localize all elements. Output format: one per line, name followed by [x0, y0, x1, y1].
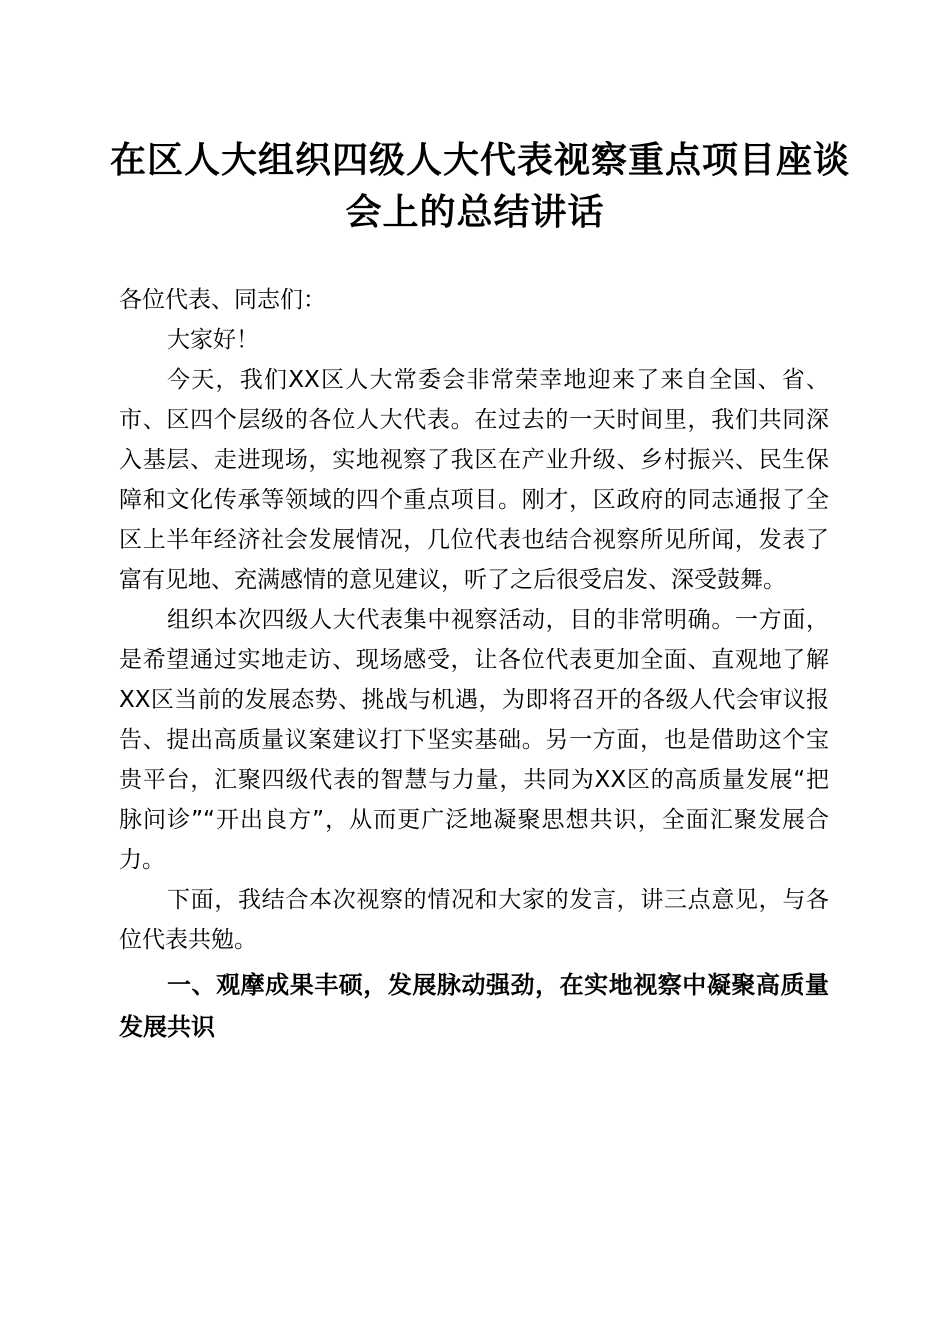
paragraph-1: 今天，我们XX区人大常委会非常荣幸地迎来了来自全国、省、市、区四个层级的各位人大代表。在过去的一天时间里，我们共同深入基层、走进现场，实地视察了我区在产业升级、乡村振兴、民生保障和文化传承等领域的四个重点项目。刚才，区政府的同志通报了全区上半年经济社会发展情况，几位代表也结合视察所见所闻，发表了富有见地、充满感情的意见建议，听了之后很受启发、深受鼓舞。: [119, 367, 829, 593]
document-body: [119, 280, 829, 1048]
paragraph-3: 下面，我结合本次视察的情况和大家的发言，讲三点意见，与各位代表共勉。: [119, 887, 829, 953]
document-title: [110, 134, 851, 238]
paragraph-2: 组织本次四级人大代表集中视察活动，目的非常明确。一方面，是希望通过实地走访、现场感受，让各位代表更加全面、直观地了解XX区当前的发展态势、挑战与机遇，为即将召开的各级人代会审议报告、提出高质量议案建议打下坚实基础。另一方面，也是借助这个宝贵平台，汇聚四级代表的智慧与力量，共同为XX区的高质量发展“把脉问诊”“开出良方”，从而更广泛地凝聚思想共识，全面汇聚发展合力。: [119, 607, 829, 873]
section-heading-1: 一、观摩成果丰硕，发展脉动强劲，在实地视察中凝聚高质量发展共识: [119, 971, 829, 1041]
salutation: 各位代表、同志们：: [119, 287, 326, 313]
document-title-line-1: 在区人大组织四级人大代表视察重点项目座谈: [110, 139, 851, 181]
greeting: 大家好！: [167, 327, 259, 353]
document-title-line-2: 会上的总结讲话: [345, 191, 605, 233]
